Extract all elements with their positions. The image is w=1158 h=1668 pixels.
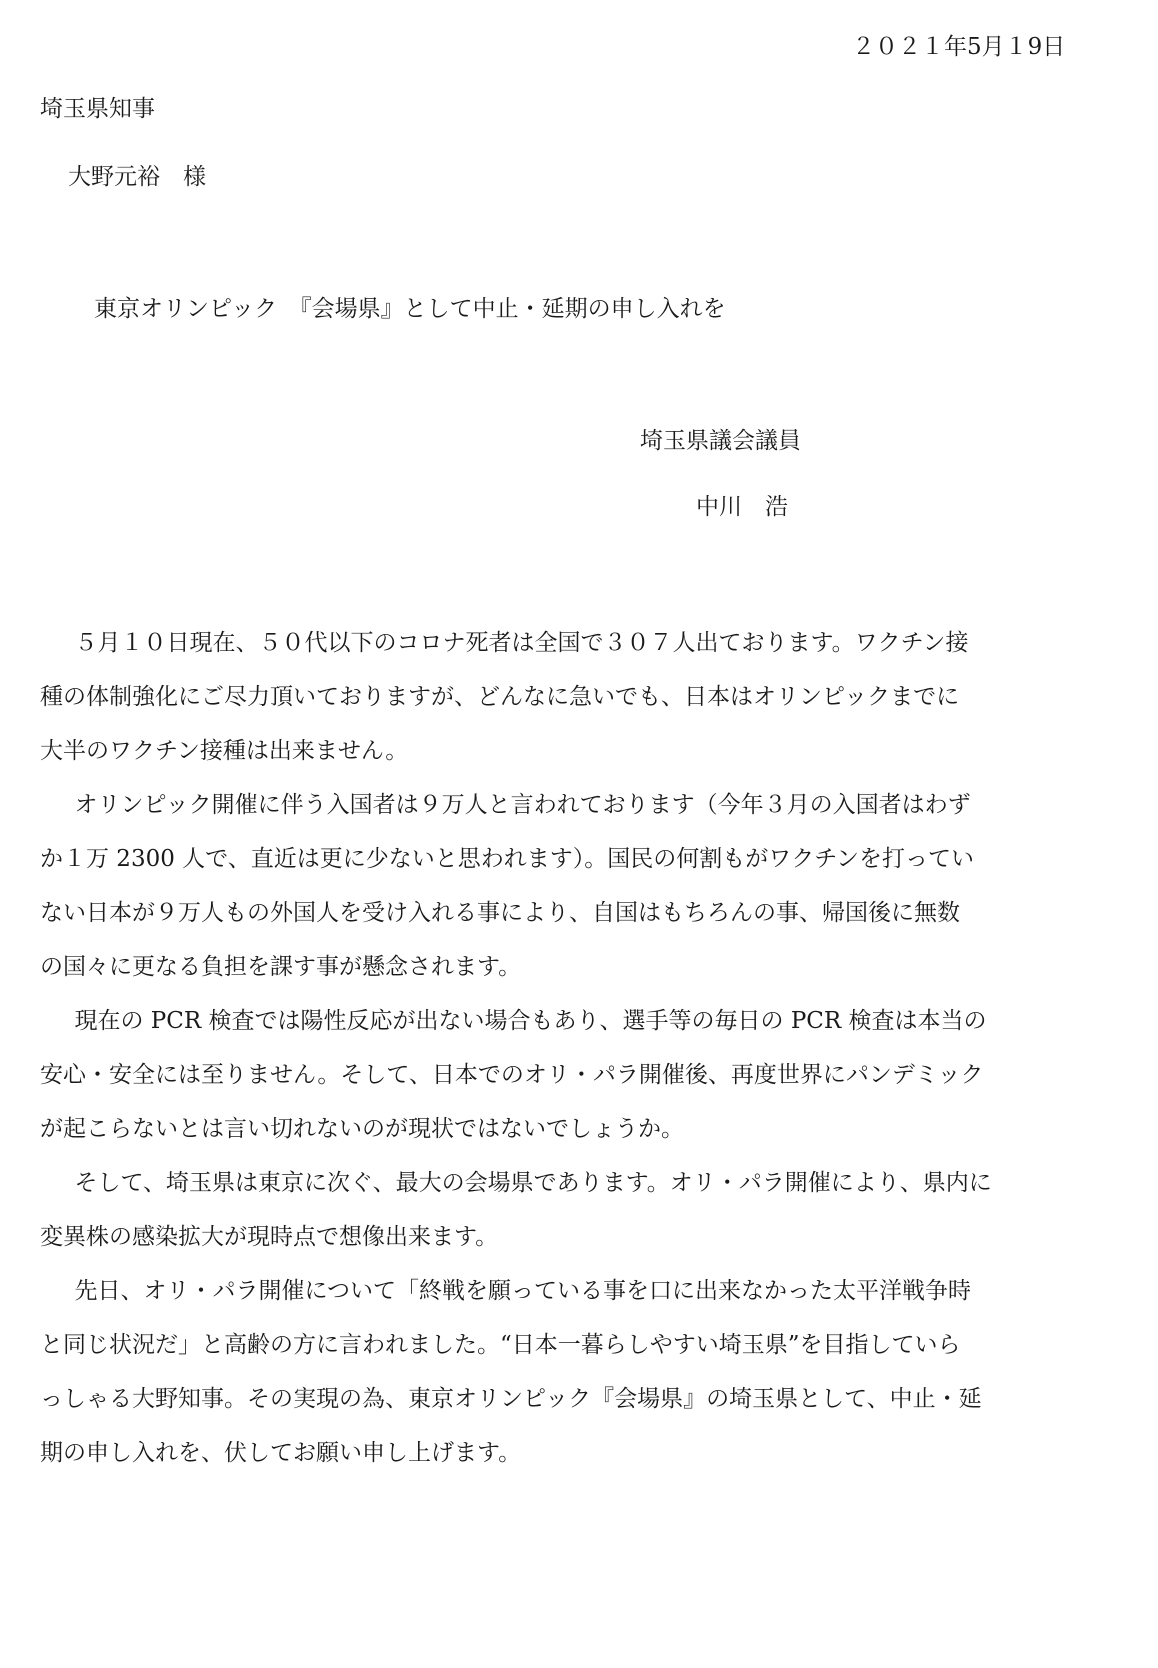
paragraph-4: そして、埼玉県は東京に次ぐ、最大の会場県であります。オリ・パラ開催により、県内に 変異株の感染拡大が現時点で想像出来ます。: [40, 1170, 992, 1250]
sender-name: 中川 浩: [696, 494, 788, 520]
addressee-title: 埼玉県知事: [40, 96, 155, 122]
paragraph-3: 現在の PCR 検査では陽性反応が出ない場合もあり、選手等の毎日の PCR 検査は本当の 安心・安全には至りません。そして、日本でのオリ・パラ開催後、再度世界にパンデミック が起こらないとは言い切れないのが現状ではないでしょうか。: [40, 1008, 987, 1142]
sender-role: 埼玉県議会議員: [640, 428, 801, 454]
paragraph-2: オリンピック開催に伴う入国者は９万人と言われております（今年３月の入国者はわず か１万 2300 人で、直近は更に少ないと思われます）。国民の何割もがワクチンを打ってい ない日本が９万人もの外国人を受け入れる事により、自国はもちろんの事、帰国後に無数 の国々に更なる負担を課す事が懸念されます。: [40, 792, 975, 980]
paragraph-1: ５月１０日現在、５０代以下のコロナ死者は全国で３０７人出ております。ワクチン接 種の体制強化にご尽力頂いておりますが、どんなに急いでも、日本はオリンピックまでに 大半のワクチン接種は出来ません。: [40, 630, 969, 764]
letter-date: ２０２１年5月１9日: [852, 34, 1066, 60]
paragraph-5: 先日、オリ・パラ開催について「終戦を願っている事を口に出来なかった太平洋戦争時 と同じ状況だ」と高齢の方に言われました。“日本一暮らしやすい埼玉県”を目指していら っしゃる大野知事。その実現の為、東京オリンピック『会場県』の埼玉県として、中止・延 期の申し入れを、伏してお願い申し上げます。: [40, 1278, 982, 1466]
letter-title: 東京オリンピック 『会場県』として中止・延期の申し入れを: [94, 296, 726, 322]
addressee-name: 大野元裕 様: [68, 164, 206, 190]
letter-body: [40, 616, 1130, 1480]
